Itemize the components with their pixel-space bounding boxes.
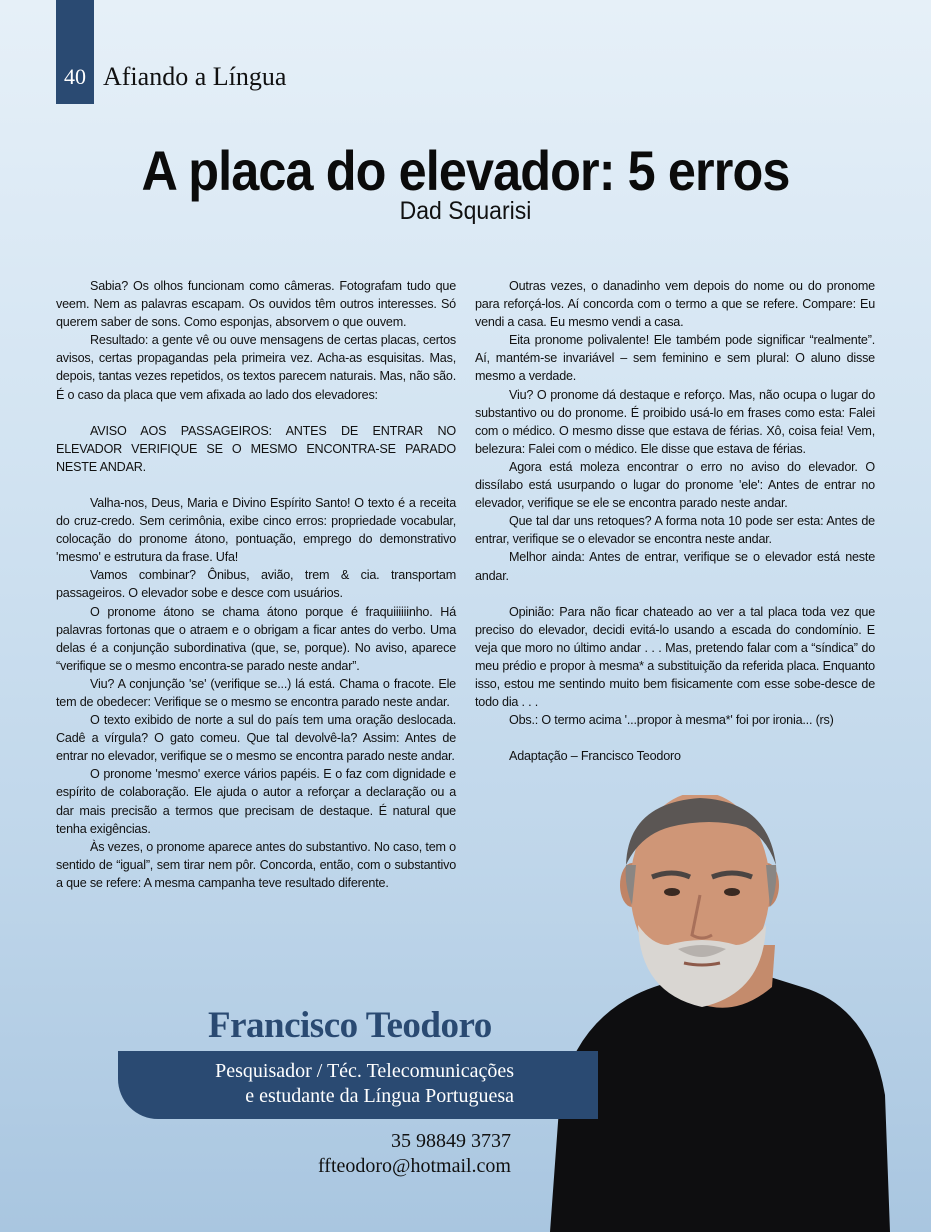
article-author: Dad Squarisi bbox=[399, 197, 532, 225]
paragraph: O pronome 'mesmo' exerce vários papéis. E o faz com dignidade e espírito de colaboração. Ele ajuda o autor a reforçar a declaração ou a dar mais precisão a termos que precisam de destaque. É natural que tenha exigências. bbox=[56, 767, 456, 836]
section-name: Afiando a Língua bbox=[103, 62, 287, 91]
profile-email: ffteodoro@hotmail.com bbox=[317, 1155, 511, 1177]
paragraph: Vamos combinar? Ônibus, avião, trem & cia. transportam passageiros. O elevador sobe e desce com usuários. bbox=[56, 568, 456, 601]
article-column-right bbox=[475, 277, 875, 765]
profile-name: Francisco Teodoro bbox=[208, 1005, 492, 1046]
author-photo bbox=[540, 795, 900, 1232]
paragraph: Outras vezes, o danadinho vem depois do nome ou do pronome para reforçá-los. Aí concorda com o termo a que se refere. Compare: Eu vendi a casa. Eu mesmo vendi a casa. bbox=[475, 279, 875, 330]
paragraph: O texto exibido de norte a sul do país tem uma oração deslocada. Cadê a vírgula? O gato comeu. Que tal devolvê-la? Assim: Antes de entrar no elevador, verifique se o mesmo se encontra parado neste andar. bbox=[56, 713, 456, 764]
article-column-left bbox=[56, 277, 456, 892]
note-paragraph: Obs.: O termo acima '...propor à mesma*' foi por ironia... (rs) bbox=[509, 713, 834, 728]
paragraph: Que tal dar uns retoques? A forma nota 10 pode ser esta: Antes de entrar, verifique se o elevador se encontra neste andar. bbox=[475, 514, 875, 547]
paragraph: Sabia? Os olhos funcionam como câmeras. Fotografam tudo que veem. Nem as palavras escapam. Os ouvidos têm outros interesses. Só querem saber de sons. Como esponjas, absorvem o que ouvem. bbox=[56, 279, 456, 330]
profile-phone: 35 98849 3737 bbox=[391, 1130, 511, 1152]
paragraph: Eita pronome polivalente! Ele também pode significar “realmente”. Aí, mantém-se invariável – sem feminino e sem plural: O aluno disse mesmo a verdade. bbox=[475, 333, 875, 384]
paragraph: Às vezes, o pronome aparece antes do substantivo. No caso, tem o sentido de “igual”, sem tirar nem pôr. Concorda, então, com o substantivo a que se refere: A mesma campanha teve resultado diferente. bbox=[56, 839, 456, 890]
paragraph: Resultado: a gente vê ou ouve mensagens de certas placas, certos avisos, certas propagandas pela primeira vez. Acha-as esquisitas. Mas, depois, tantas vezes repetidos, os textos parecem naturais. Mas, não são. É o caso da placa que vem afixada ao lado dos elevadores: bbox=[56, 333, 456, 402]
paragraph: Agora está moleza encontrar o erro no aviso do elevador. O dissílabo está usurpando o lugar do pronome 'ele': Antes de entrar no elevador, verifique se ele se encontra parado neste andar. bbox=[475, 459, 875, 511]
page-number: 40 bbox=[64, 64, 86, 89]
profile-band bbox=[118, 1051, 598, 1119]
paragraph: Valha-nos, Deus, Maria e Divino Espírito Santo! O texto é a receita do cruz-credo. Sem cerimônia, exibe cinco erros: propriedade vocabular, colocação do pronome átono, pontuação, emprego do demonstrativo 'mesmo' e estrutura da frase. Ufa! bbox=[56, 495, 456, 565]
profile-role-line1: Pesquisador / Téc. Telecomunicações bbox=[215, 1060, 514, 1082]
profile-role-line2: e estudante da Língua Portuguesa bbox=[245, 1085, 514, 1107]
paragraph: Viu? O pronome dá destaque e reforço. Mas, não ocupa o lugar do substantivo ou do pronome. É proibido usá-lo em frases como esta: Falei com o médico. O mesmo disse que estava de férias. Xô, coisa feia! Vem, belezura: Falei com o médico. Ele disse que estava de férias. bbox=[475, 387, 875, 456]
adaptation-credit: Adaptação – Francisco Teodoro bbox=[509, 749, 681, 764]
opinion-paragraph: Opinião: Para não ficar chateado ao ver a tal placa toda vez que preciso do elevador, decidi evitá-lo usando a escada do condomínio. E veja que moro no último andar . . . Mas, pretendo falar com a “síndica” do meu prédio e propor à mesma* a substituição da referida placa. Enquanto isso, estou me sentindo muito bem fisicamente com esse sobe-desce de todo dia . . . bbox=[475, 604, 875, 710]
paragraph: O pronome átono se chama átono porque é fraquiiiiiinho. Há palavras fortonas que o atraem e o obrigam a ficar antes do verbo. Uma delas é a conjunção subordinativa (que, se, porque). No aviso, aparece “verifique se o mesmo encontra-se parado neste andar”. bbox=[56, 604, 456, 673]
paragraph: Viu? A conjunção 'se' (verifique se...) lá está. Chama o fracote. Ele tem de obedecer: Verifique se o mesmo se encontra parado neste andar. bbox=[56, 676, 456, 709]
elevator-notice: AVISO AOS PASSAGEIROS: ANTES DE ENTRAR NO ELEVADOR VERIFIQUE SE O MESMO ENCONTRA-SE PARADO NESTE ANDAR. bbox=[56, 423, 456, 474]
article-title: A placa do elevador: 5 erros bbox=[141, 139, 790, 202]
paragraph: Melhor ainda: Antes de entrar, verifique se o elevador está neste andar. bbox=[475, 550, 875, 583]
profile-role bbox=[215, 1059, 514, 1109]
